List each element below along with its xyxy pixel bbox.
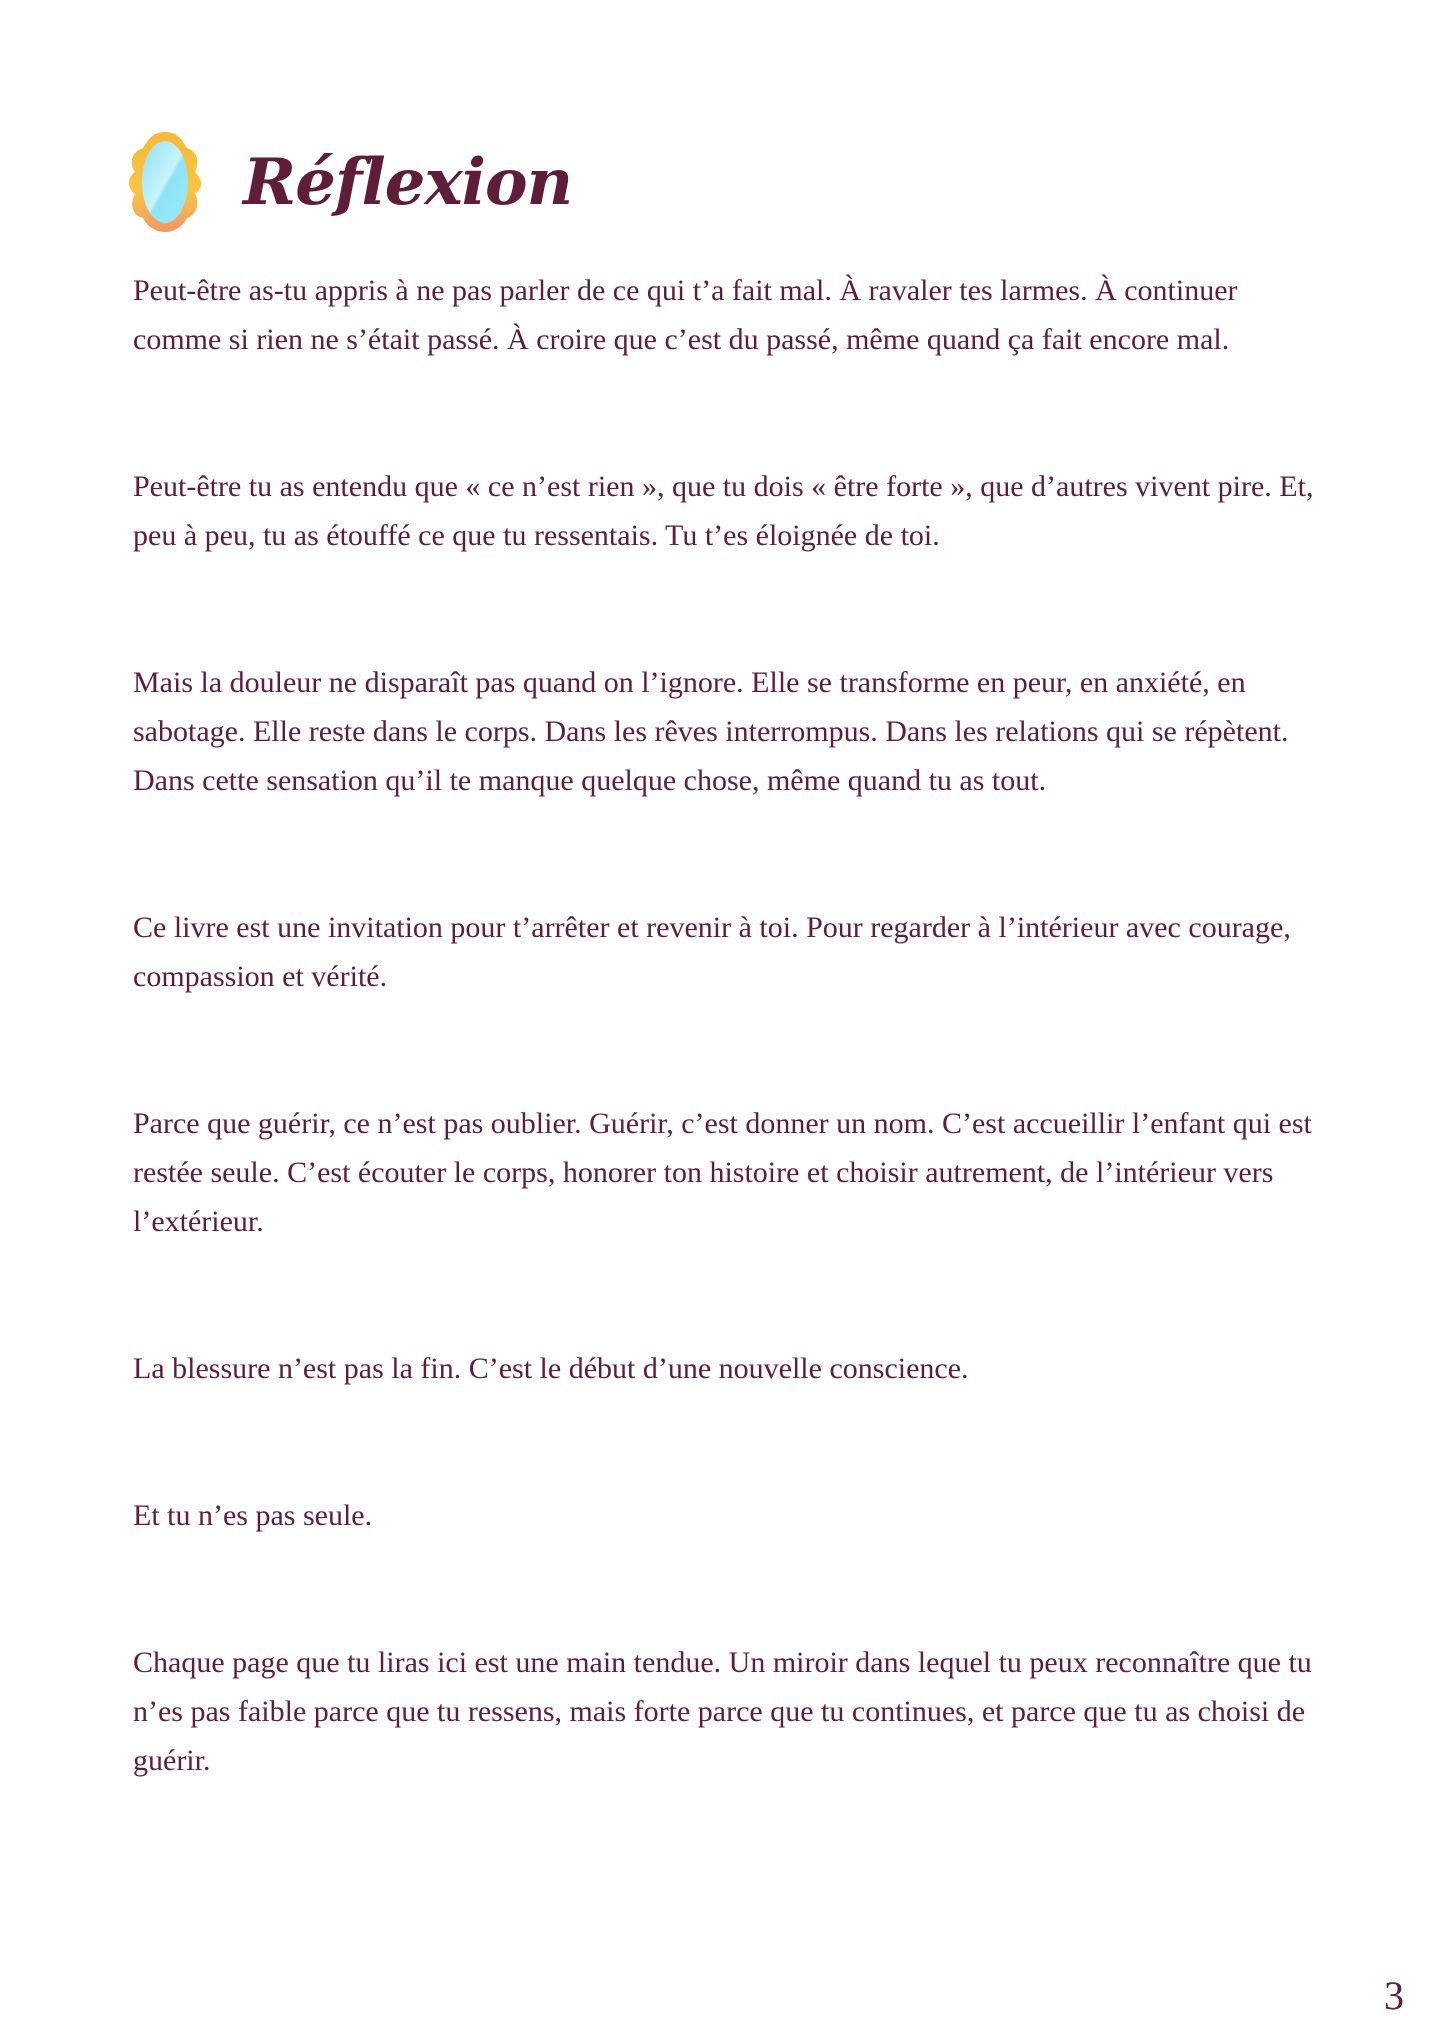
body-text — [133, 266, 1333, 1883]
paragraph: La blessure n’est pas la fin. C’est le début d’une nouvelle conscience. — [133, 1352, 969, 1385]
page-title: Réflexion — [243, 144, 573, 220]
paragraph: Chaque page que tu liras ici est une main tendue. Un miroir dans lequel tu peux reconnaître que tu n’es pas faible parce que tu ressens, mais forte parce que tu continues, et parce que tu as choisi de guérir. — [133, 1646, 1312, 1777]
mirror-icon — [127, 130, 203, 234]
page-number: 3 — [1384, 1973, 1404, 2018]
paragraph: Peut-être tu as entendu que « ce n’est rien », que tu dois « être forte », que d’autres vivent pire. Et, peu à peu, tu as étouffé ce que tu ressentais. Tu t’es éloignée de toi. — [133, 470, 1314, 552]
paragraph: Parce que guérir, ce n’est pas oublier. Guérir, c’est donner un nom. C’est accueillir l’enfant qui est restée seule. C’est écouter le corps, honorer ton histoire et choisir autrement, de l’intérieur vers l’extérieur. — [133, 1107, 1312, 1238]
paragraph: Ce livre est une invitation pour t’arrêter et revenir à toi. Pour regarder à l’intérieur avec courage, compassion et vérité. — [133, 911, 1291, 993]
page-header — [127, 130, 572, 234]
paragraph: Peut-être as-tu appris à ne pas parler de ce qui t’a fait mal. À ravaler tes larmes. À continuer comme si rien ne s’était passé. À croire que c’est du passé, même quand ça fait encore mal. — [133, 274, 1238, 356]
paragraph: Mais la douleur ne disparaît pas quand on l’ignore. Elle se transforme en peur, en anxiété, en sabotage. Elle reste dans le corps. Dans les rêves interrompus. Dans les relations qui se répètent. Dans cette sensation qu’il te manque quelque chose, même quand tu as tout. — [133, 666, 1289, 797]
paragraph: Et tu n’es pas seule. — [133, 1499, 373, 1532]
